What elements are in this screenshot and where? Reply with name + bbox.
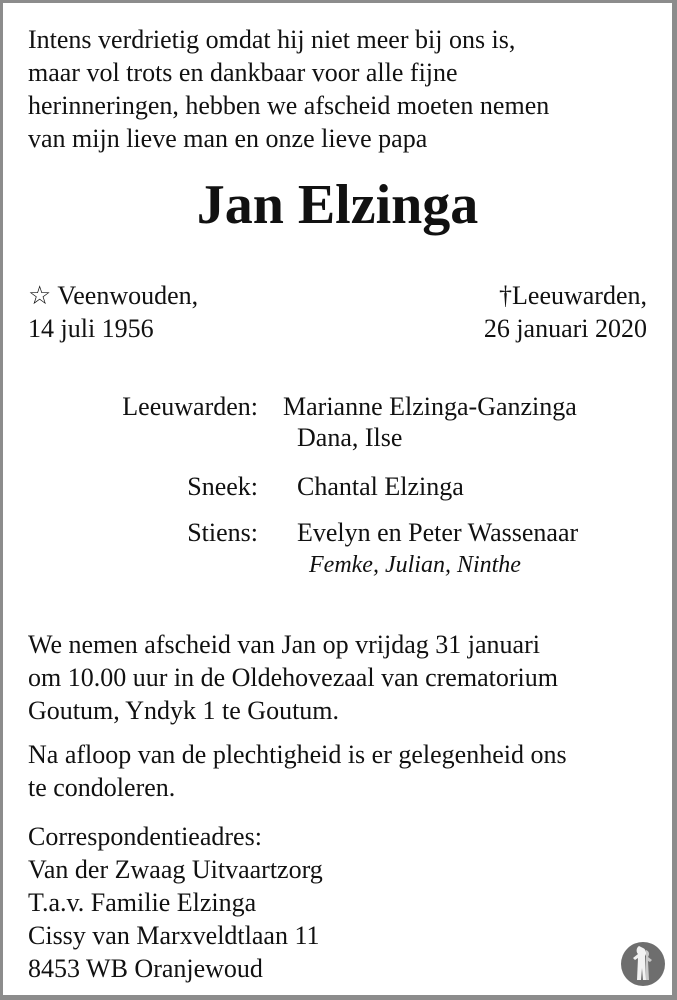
intro-line: van mijn lieve man en onze lieve papa bbox=[28, 124, 428, 153]
death-date: 26 januari 2020 bbox=[483, 314, 647, 343]
family-member: Evelyn en Peter Wassenaar bbox=[297, 518, 579, 547]
intro-text bbox=[28, 23, 549, 155]
condolence-line: Na afloop van de plechtigheid is er gelegenheid ons bbox=[28, 740, 567, 769]
address-line: Correspondentieadres: bbox=[28, 822, 262, 851]
ceremony-line: om 10.00 uur in de Oldehovezaal van crematorium bbox=[28, 663, 558, 692]
address-line: Van der Zwaag Uitvaartzorg bbox=[28, 855, 323, 884]
family-place: Leeuwarden: bbox=[122, 392, 258, 421]
family-member: Dana, Ilse bbox=[297, 423, 403, 452]
ceremony-text bbox=[28, 628, 558, 727]
birth-info bbox=[28, 279, 198, 345]
intro-line: herinneringen, hebben we afscheid moeten nemen bbox=[28, 91, 550, 120]
family-place: Stiens: bbox=[187, 518, 258, 547]
address-line: 8453 WB Oranjewoud bbox=[28, 954, 263, 983]
ceremony-line: Goutum, Yndyk 1 te Goutum. bbox=[28, 696, 340, 725]
embracing-figures-icon bbox=[619, 940, 667, 988]
star-icon: ☆ bbox=[28, 281, 52, 310]
family-place: Sneek: bbox=[187, 472, 258, 501]
cross-icon: † bbox=[499, 281, 513, 310]
condolence-line: te condoleren. bbox=[28, 773, 176, 802]
ceremony-line: We nemen afscheid van Jan op vrijdag 31 januari bbox=[28, 630, 540, 659]
death-info bbox=[484, 279, 647, 345]
intro-line: Intens verdrietig omdat hij niet meer bij ons is, bbox=[28, 25, 516, 54]
address-line: T.a.v. Familie Elzinga bbox=[28, 888, 257, 917]
family-member: Marianne Elzinga-Ganzinga bbox=[283, 392, 577, 421]
obituary-page bbox=[3, 3, 672, 995]
grandchildren: Femke, Julian, Ninthe bbox=[309, 552, 521, 578]
birth-place: Veenwouden, bbox=[57, 281, 199, 310]
death-place: Leeuwarden, bbox=[512, 281, 647, 310]
correspondence-address bbox=[28, 820, 323, 985]
birth-date: 14 juli 1956 bbox=[28, 314, 154, 343]
deceased-name: Jan Elzinga bbox=[196, 174, 479, 236]
family-member: Chantal Elzinga bbox=[297, 472, 464, 501]
address-line: Cissy van Marxveldtlaan 11 bbox=[28, 921, 320, 950]
intro-line: maar vol trots en dankbaar voor alle fijne bbox=[28, 58, 458, 87]
condolence-text bbox=[28, 738, 567, 804]
